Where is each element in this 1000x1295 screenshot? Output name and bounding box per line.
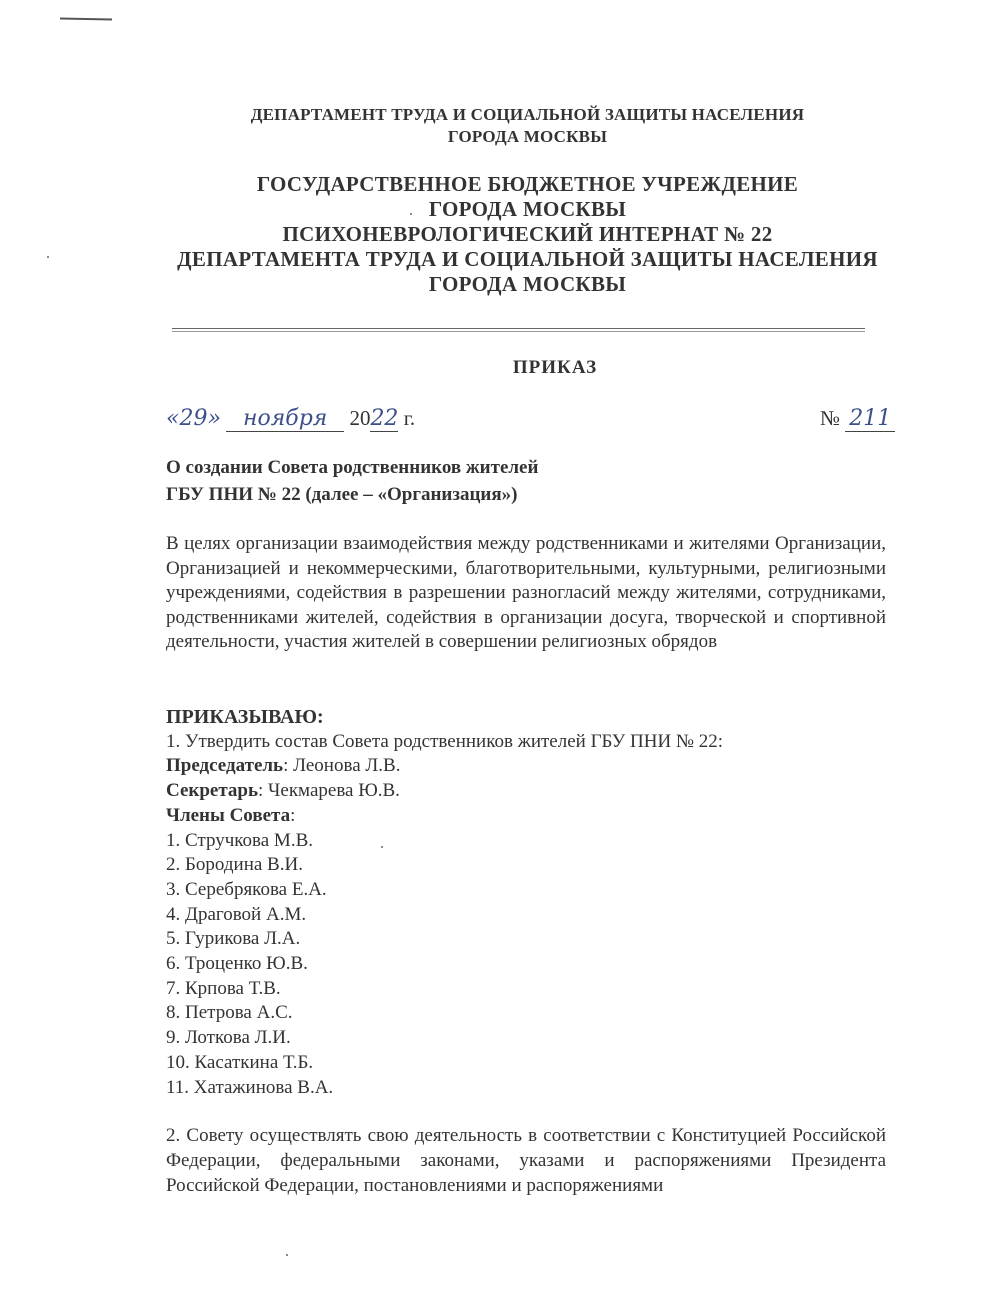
- department-header: [0, 104, 1000, 148]
- directive-item-1: 1. Утвердить состав Совета родственников жителей ГБУ ПНИ № 22:: [166, 730, 724, 752]
- preamble-paragraph: В целях организации взаимодействия между родственниками и жителями Организации, Организацией и некоммерческими, благотворительными, культурными, религиозными учреждениями, содействия в разрешении разногласий между жителями, сотрудниками, родственниками жителей, содействия в организации досуга, творческой и спортивной деятельности, участия жителей в совершении религиозных обрядов: [166, 533, 886, 652]
- order-date: [166, 406, 415, 432]
- institution-line: ДЕПАРТАМЕНТА ТРУДА И СОЦИАЛЬНОЙ ЗАЩИТЫ НАСЕЛЕНИЯ: [177, 247, 878, 271]
- order-title: ПРИКАЗ: [512, 357, 598, 378]
- scan-artifact-mark: [60, 18, 112, 21]
- member-item: 5. Гурикова Л.А.: [166, 928, 301, 950]
- member-item: 7. Крпова Т.В.: [166, 977, 281, 999]
- member-item: 3. Серебрякова Е.А.: [166, 878, 327, 900]
- institution-line: ГОРОДА МОСКВЫ: [428, 197, 627, 221]
- member-item: 10. Касаткина Т.Б.: [166, 1051, 314, 1073]
- secretary-line: [166, 779, 886, 804]
- member-item: 9. Лоткова Л.И.: [166, 1027, 291, 1049]
- department-line: ДЕПАРТАМЕНТ ТРУДА И СОЦИАЛЬНОЙ ЗАЩИТЫ НАСЕЛЕНИЯ: [250, 105, 805, 124]
- member-item: 6. Троценко Ю.В.: [166, 953, 308, 975]
- secretary-label: Секретарь: [166, 780, 259, 802]
- subject-line: О создании Совета родственников жителей: [166, 457, 539, 478]
- order-number-value: 211: [845, 406, 895, 432]
- chair-label: Председатель: [166, 755, 284, 777]
- institution-line: ГОСУДАРСТВЕННОЕ БЮДЖЕТНОЕ УЧРЕЖДЕНИЕ: [256, 172, 799, 196]
- order-number-label: №: [820, 406, 841, 430]
- order-number: [820, 406, 895, 432]
- members-heading: [166, 804, 886, 829]
- date-day: 29: [179, 406, 208, 431]
- directive-item-2: 2. Совету осуществлять свою деятельность в соответствии с Конституцией Российской Федерации, федеральными законами, указами и распоряжениями Президента Российской Федерации, постановлениями и распоряжениями: [166, 1125, 886, 1196]
- header-divider-secondary: [172, 331, 865, 332]
- member-item: 8. Петрова А.С.: [166, 1002, 293, 1024]
- members-colon: :: [290, 804, 296, 826]
- header-divider: [172, 328, 865, 329]
- directive-heading: ПРИКАЗЫВАЮ:: [166, 706, 324, 728]
- department-line: ГОРОДА МОСКВЫ: [447, 127, 608, 146]
- member-item: 11. Хатажинова В.А.: [166, 1076, 334, 1098]
- scan-speck: [286, 1254, 288, 1256]
- member-item: 2. Бородина В.И.: [166, 854, 303, 876]
- date-close-quote: »: [207, 406, 221, 431]
- date-year-suffix: 22: [370, 406, 399, 431]
- chair-name: : Леонова Л.В.: [283, 755, 401, 777]
- date-month: ноября: [226, 406, 344, 432]
- institution-header: [0, 172, 1000, 297]
- date-year-unit: г.: [403, 406, 416, 430]
- subject-line: ГБУ ПНИ № 22 (далее – «Организация»): [166, 484, 518, 505]
- chair-line: [166, 754, 886, 779]
- date-year-prefix: 20: [349, 406, 371, 430]
- secretary-name: : Чекмарева Ю.В.: [258, 780, 400, 802]
- member-item: 1. Стручкова М.В.: [166, 829, 313, 851]
- date-open-quote: «: [166, 406, 180, 431]
- order-subject: [166, 454, 538, 508]
- institution-line: ГОРОДА МОСКВЫ: [428, 272, 627, 296]
- institution-line: ПСИХОНЕВРОЛОГИЧЕСКИЙ ИНТЕРНАТ № 22: [282, 222, 773, 246]
- member-item: 4. Драговой А.М.: [166, 903, 307, 925]
- members-label: Члены Совета: [166, 804, 291, 826]
- directive-section: [166, 705, 886, 1198]
